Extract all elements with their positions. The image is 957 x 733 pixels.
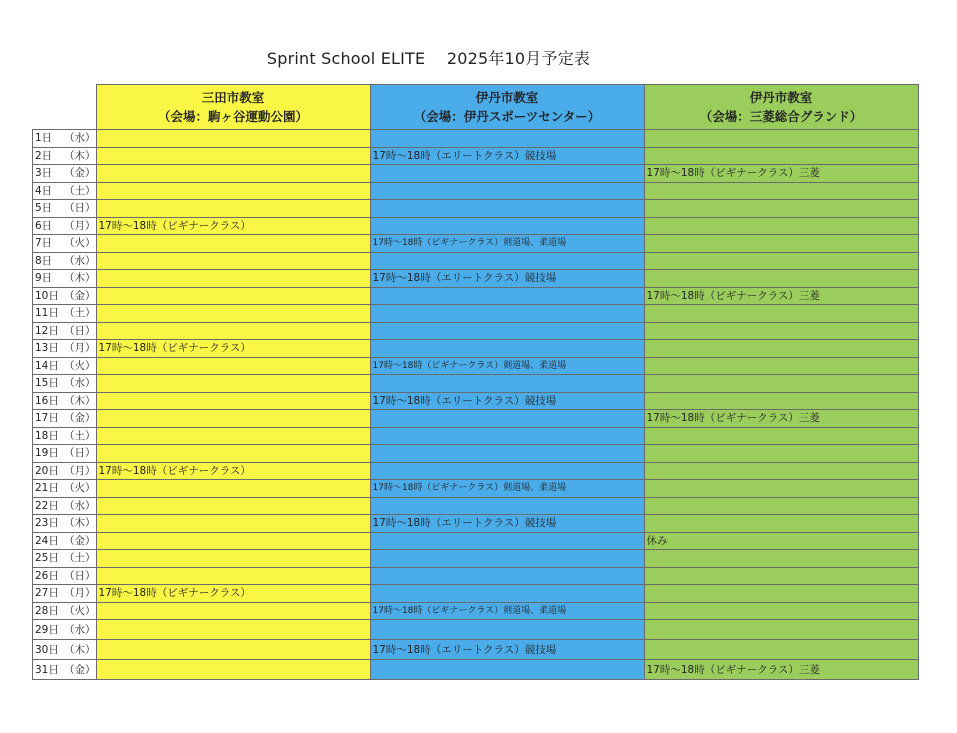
table-row xyxy=(33,235,919,253)
table-row xyxy=(33,480,919,498)
table-row xyxy=(33,130,919,148)
itami-sports-cell xyxy=(370,130,644,148)
itami-mitsubishi-cell xyxy=(644,427,918,445)
weekday-cell: （月） xyxy=(62,340,96,358)
day-cell: 9日 xyxy=(33,270,63,288)
day-cell: 24日 xyxy=(33,532,63,550)
day-cell: 21日 xyxy=(33,480,63,498)
itami-mitsubishi-cell xyxy=(644,235,918,253)
table-row xyxy=(33,602,919,620)
weekday-cell: （日） xyxy=(62,322,96,340)
table-row xyxy=(33,340,919,358)
table-row xyxy=(33,147,919,165)
day-cell: 7日 xyxy=(33,235,63,253)
table-row xyxy=(33,620,919,640)
sanda-cell xyxy=(96,427,370,445)
itami-sports-cell xyxy=(370,567,644,585)
sanda-cell xyxy=(96,182,370,200)
table-row xyxy=(33,462,919,480)
itami-sports-cell: 17時〜18時（ビギナークラス）剣道場、柔道場 xyxy=(370,357,644,375)
weekday-cell: （土） xyxy=(62,550,96,568)
weekday-cell: （日） xyxy=(62,445,96,463)
day-cell: 6日 xyxy=(33,217,63,235)
itami-sports-cell xyxy=(370,200,644,218)
day-cell: 27日 xyxy=(33,585,63,603)
sanda-cell xyxy=(96,515,370,533)
table-row xyxy=(33,217,919,235)
itami-sports-cell: 17時〜18時（ビギナークラス）剣道場、柔道場 xyxy=(370,480,644,498)
itami-sports-cell xyxy=(370,287,644,305)
table-row xyxy=(33,660,919,680)
sanda-cell xyxy=(96,235,370,253)
weekday-cell: （火） xyxy=(62,235,96,253)
day-cell: 1日 xyxy=(33,130,63,148)
itami-mitsubishi-cell xyxy=(644,567,918,585)
weekday-cell: （木） xyxy=(62,270,96,288)
table-row xyxy=(33,392,919,410)
day-cell: 23日 xyxy=(33,515,63,533)
weekday-cell: （土） xyxy=(62,182,96,200)
weekday-cell: （月） xyxy=(62,462,96,480)
weekday-cell: （金） xyxy=(62,287,96,305)
sanda-cell xyxy=(96,287,370,305)
sanda-cell xyxy=(96,620,370,640)
weekday-cell: （水） xyxy=(62,620,96,640)
itami-mitsubishi-cell xyxy=(644,130,918,148)
itami-sports-cell xyxy=(370,410,644,428)
table-row xyxy=(33,497,919,515)
table-row xyxy=(33,375,919,393)
sanda-cell xyxy=(96,532,370,550)
itami-mitsubishi-cell xyxy=(644,217,918,235)
sanda-cell xyxy=(96,392,370,410)
itami-mitsubishi-cell xyxy=(644,602,918,620)
itami-sports-cell xyxy=(370,322,644,340)
itami-sports-cell xyxy=(370,217,644,235)
weekday-cell: （水） xyxy=(62,130,96,148)
sanda-cell xyxy=(96,480,370,498)
day-cell: 12日 xyxy=(33,322,63,340)
day-cell: 25日 xyxy=(33,550,63,568)
weekday-cell: （木） xyxy=(62,515,96,533)
header-sanda-name: 三田市教室 xyxy=(201,90,265,105)
day-cell: 22日 xyxy=(33,497,63,515)
itami-mitsubishi-cell: 17時〜18時（ビギナークラス）三菱 xyxy=(644,287,918,305)
weekday-cell: （土） xyxy=(62,427,96,445)
sanda-cell xyxy=(96,305,370,323)
sanda-cell xyxy=(96,252,370,270)
weekday-cell: （木） xyxy=(62,147,96,165)
weekday-cell: （金） xyxy=(62,410,96,428)
day-cell: 16日 xyxy=(33,392,63,410)
itami-sports-cell: 17時〜18時（エリートクラス）競技場 xyxy=(370,270,644,288)
day-cell: 8日 xyxy=(33,252,63,270)
table-row xyxy=(33,165,919,183)
table-row xyxy=(33,305,919,323)
weekday-cell: （日） xyxy=(62,200,96,218)
sanda-cell xyxy=(96,357,370,375)
table-row xyxy=(33,252,919,270)
itami-sports-cell: 17時〜18時（ビギナークラス）剣道場、柔道場 xyxy=(370,602,644,620)
page-title: Sprint School ELITE 2025年10月予定表 xyxy=(266,49,591,68)
sanda-cell: 17時〜18時（ビギナークラス） xyxy=(96,585,370,603)
itami-mitsubishi-cell xyxy=(644,270,918,288)
table-row xyxy=(33,357,919,375)
itami-mitsubishi-cell: 17時〜18時（ビギナークラス）三菱 xyxy=(644,410,918,428)
weekday-cell: （水） xyxy=(62,375,96,393)
table-row xyxy=(33,567,919,585)
header-sanda xyxy=(96,85,370,130)
day-cell: 17日 xyxy=(33,410,63,428)
day-cell: 20日 xyxy=(33,462,63,480)
sanda-cell xyxy=(96,410,370,428)
itami-sports-cell xyxy=(370,305,644,323)
table-row xyxy=(33,445,919,463)
sanda-cell xyxy=(96,147,370,165)
table-row xyxy=(33,532,919,550)
day-cell: 3日 xyxy=(33,165,63,183)
day-cell: 5日 xyxy=(33,200,63,218)
header-row xyxy=(33,85,919,130)
itami-sports-cell xyxy=(370,660,644,680)
itami-mitsubishi-cell xyxy=(644,550,918,568)
itami-mitsubishi-cell xyxy=(644,200,918,218)
sanda-cell xyxy=(96,322,370,340)
sanda-cell: 17時〜18時（ビギナークラス） xyxy=(96,462,370,480)
header-itami-sports-venue: （会場：伊丹スポーツセンター） xyxy=(413,109,601,124)
itami-sports-cell: 17時〜18時（エリートクラス）競技場 xyxy=(370,147,644,165)
itami-mitsubishi-cell xyxy=(644,182,918,200)
itami-sports-cell xyxy=(370,462,644,480)
day-cell: 4日 xyxy=(33,182,63,200)
day-cell: 2日 xyxy=(33,147,63,165)
sanda-cell xyxy=(96,602,370,620)
sanda-cell xyxy=(96,165,370,183)
sanda-cell xyxy=(96,270,370,288)
day-cell: 14日 xyxy=(33,357,63,375)
weekday-cell: （木） xyxy=(62,392,96,410)
itami-mitsubishi-cell xyxy=(644,392,918,410)
itami-sports-cell xyxy=(370,182,644,200)
itami-mitsubishi-cell xyxy=(644,497,918,515)
table-row xyxy=(33,550,919,568)
itami-mitsubishi-cell xyxy=(644,462,918,480)
itami-sports-cell xyxy=(370,375,644,393)
weekday-cell: （火） xyxy=(62,480,96,498)
weekday-cell: （金） xyxy=(62,660,96,680)
weekday-cell: （火） xyxy=(62,357,96,375)
itami-sports-cell xyxy=(370,445,644,463)
itami-sports-cell: 17時〜18時（ビギナークラス）剣道場、柔道場 xyxy=(370,235,644,253)
itami-sports-cell xyxy=(370,252,644,270)
table-row xyxy=(33,427,919,445)
sanda-cell xyxy=(96,550,370,568)
sanda-cell xyxy=(96,660,370,680)
itami-sports-cell xyxy=(370,532,644,550)
itami-sports-cell xyxy=(370,427,644,445)
day-cell: 11日 xyxy=(33,305,63,323)
weekday-cell: （木） xyxy=(62,640,96,660)
weekday-cell: （月） xyxy=(62,585,96,603)
sanda-cell xyxy=(96,130,370,148)
itami-mitsubishi-cell xyxy=(644,322,918,340)
weekday-cell: （金） xyxy=(62,532,96,550)
itami-mitsubishi-cell xyxy=(644,585,918,603)
itami-sports-cell: 17時〜18時（エリートクラス）競技場 xyxy=(370,515,644,533)
table-row xyxy=(33,287,919,305)
day-cell: 28日 xyxy=(33,602,63,620)
itami-mitsubishi-cell xyxy=(644,357,918,375)
itami-sports-cell: 17時〜18時（エリートクラス）競技場 xyxy=(370,392,644,410)
itami-sports-cell xyxy=(370,497,644,515)
header-itami-sports xyxy=(370,85,644,130)
header-itami-mitsubishi-venue: （会場：三菱総合グランド） xyxy=(699,109,863,124)
itami-mitsubishi-cell xyxy=(644,640,918,660)
itami-sports-cell xyxy=(370,165,644,183)
table-row xyxy=(33,515,919,533)
corner-cell xyxy=(33,85,97,130)
itami-sports-cell: 17時〜18時（エリートクラス）競技場 xyxy=(370,640,644,660)
day-cell: 30日 xyxy=(33,640,63,660)
day-cell: 10日 xyxy=(33,287,63,305)
header-itami-mitsubishi-name: 伊丹市教室 xyxy=(749,90,813,105)
table-row xyxy=(33,410,919,428)
day-cell: 31日 xyxy=(33,660,63,680)
itami-mitsubishi-cell xyxy=(644,480,918,498)
table-row xyxy=(33,322,919,340)
day-cell: 15日 xyxy=(33,375,63,393)
sanda-cell xyxy=(96,567,370,585)
itami-sports-cell xyxy=(370,585,644,603)
day-cell: 29日 xyxy=(33,620,63,640)
sanda-cell xyxy=(96,640,370,660)
itami-mitsubishi-cell xyxy=(644,147,918,165)
itami-mitsubishi-cell xyxy=(644,340,918,358)
sanda-cell xyxy=(96,200,370,218)
itami-mitsubishi-cell: 休み xyxy=(644,532,918,550)
day-cell: 26日 xyxy=(33,567,63,585)
weekday-cell: （日） xyxy=(62,567,96,585)
table-row xyxy=(33,182,919,200)
weekday-cell: （水） xyxy=(62,252,96,270)
itami-mitsubishi-cell xyxy=(644,252,918,270)
weekday-cell: （月） xyxy=(62,217,96,235)
schedule-body xyxy=(33,130,919,680)
table-row xyxy=(33,200,919,218)
header-itami-sports-name: 伊丹市教室 xyxy=(475,90,539,105)
itami-mitsubishi-cell: 17時〜18時（ビギナークラス）三菱 xyxy=(644,165,918,183)
sanda-cell: 17時〜18時（ビギナークラス） xyxy=(96,217,370,235)
sanda-cell xyxy=(96,445,370,463)
header-itami-mitsubishi xyxy=(644,85,918,130)
header-sanda-venue: （会場：駒ヶ谷運動公園） xyxy=(157,109,308,124)
itami-mitsubishi-cell xyxy=(644,445,918,463)
day-cell: 18日 xyxy=(33,427,63,445)
itami-sports-cell xyxy=(370,550,644,568)
weekday-cell: （水） xyxy=(62,497,96,515)
itami-mitsubishi-cell xyxy=(644,620,918,640)
day-cell: 13日 xyxy=(33,340,63,358)
day-cell: 19日 xyxy=(33,445,63,463)
schedule-table xyxy=(32,84,919,680)
itami-sports-cell xyxy=(370,340,644,358)
itami-sports-cell xyxy=(370,620,644,640)
itami-mitsubishi-cell xyxy=(644,305,918,323)
table-row xyxy=(33,270,919,288)
itami-mitsubishi-cell xyxy=(644,515,918,533)
itami-mitsubishi-cell: 17時〜18時（ビギナークラス）三菱 xyxy=(644,660,918,680)
sanda-cell: 17時〜18時（ビギナークラス） xyxy=(96,340,370,358)
table-row xyxy=(33,585,919,603)
weekday-cell: （土） xyxy=(62,305,96,323)
itami-mitsubishi-cell xyxy=(644,375,918,393)
weekday-cell: （火） xyxy=(62,602,96,620)
sanda-cell xyxy=(96,497,370,515)
sanda-cell xyxy=(96,375,370,393)
table-row xyxy=(33,640,919,660)
weekday-cell: （金） xyxy=(62,165,96,183)
